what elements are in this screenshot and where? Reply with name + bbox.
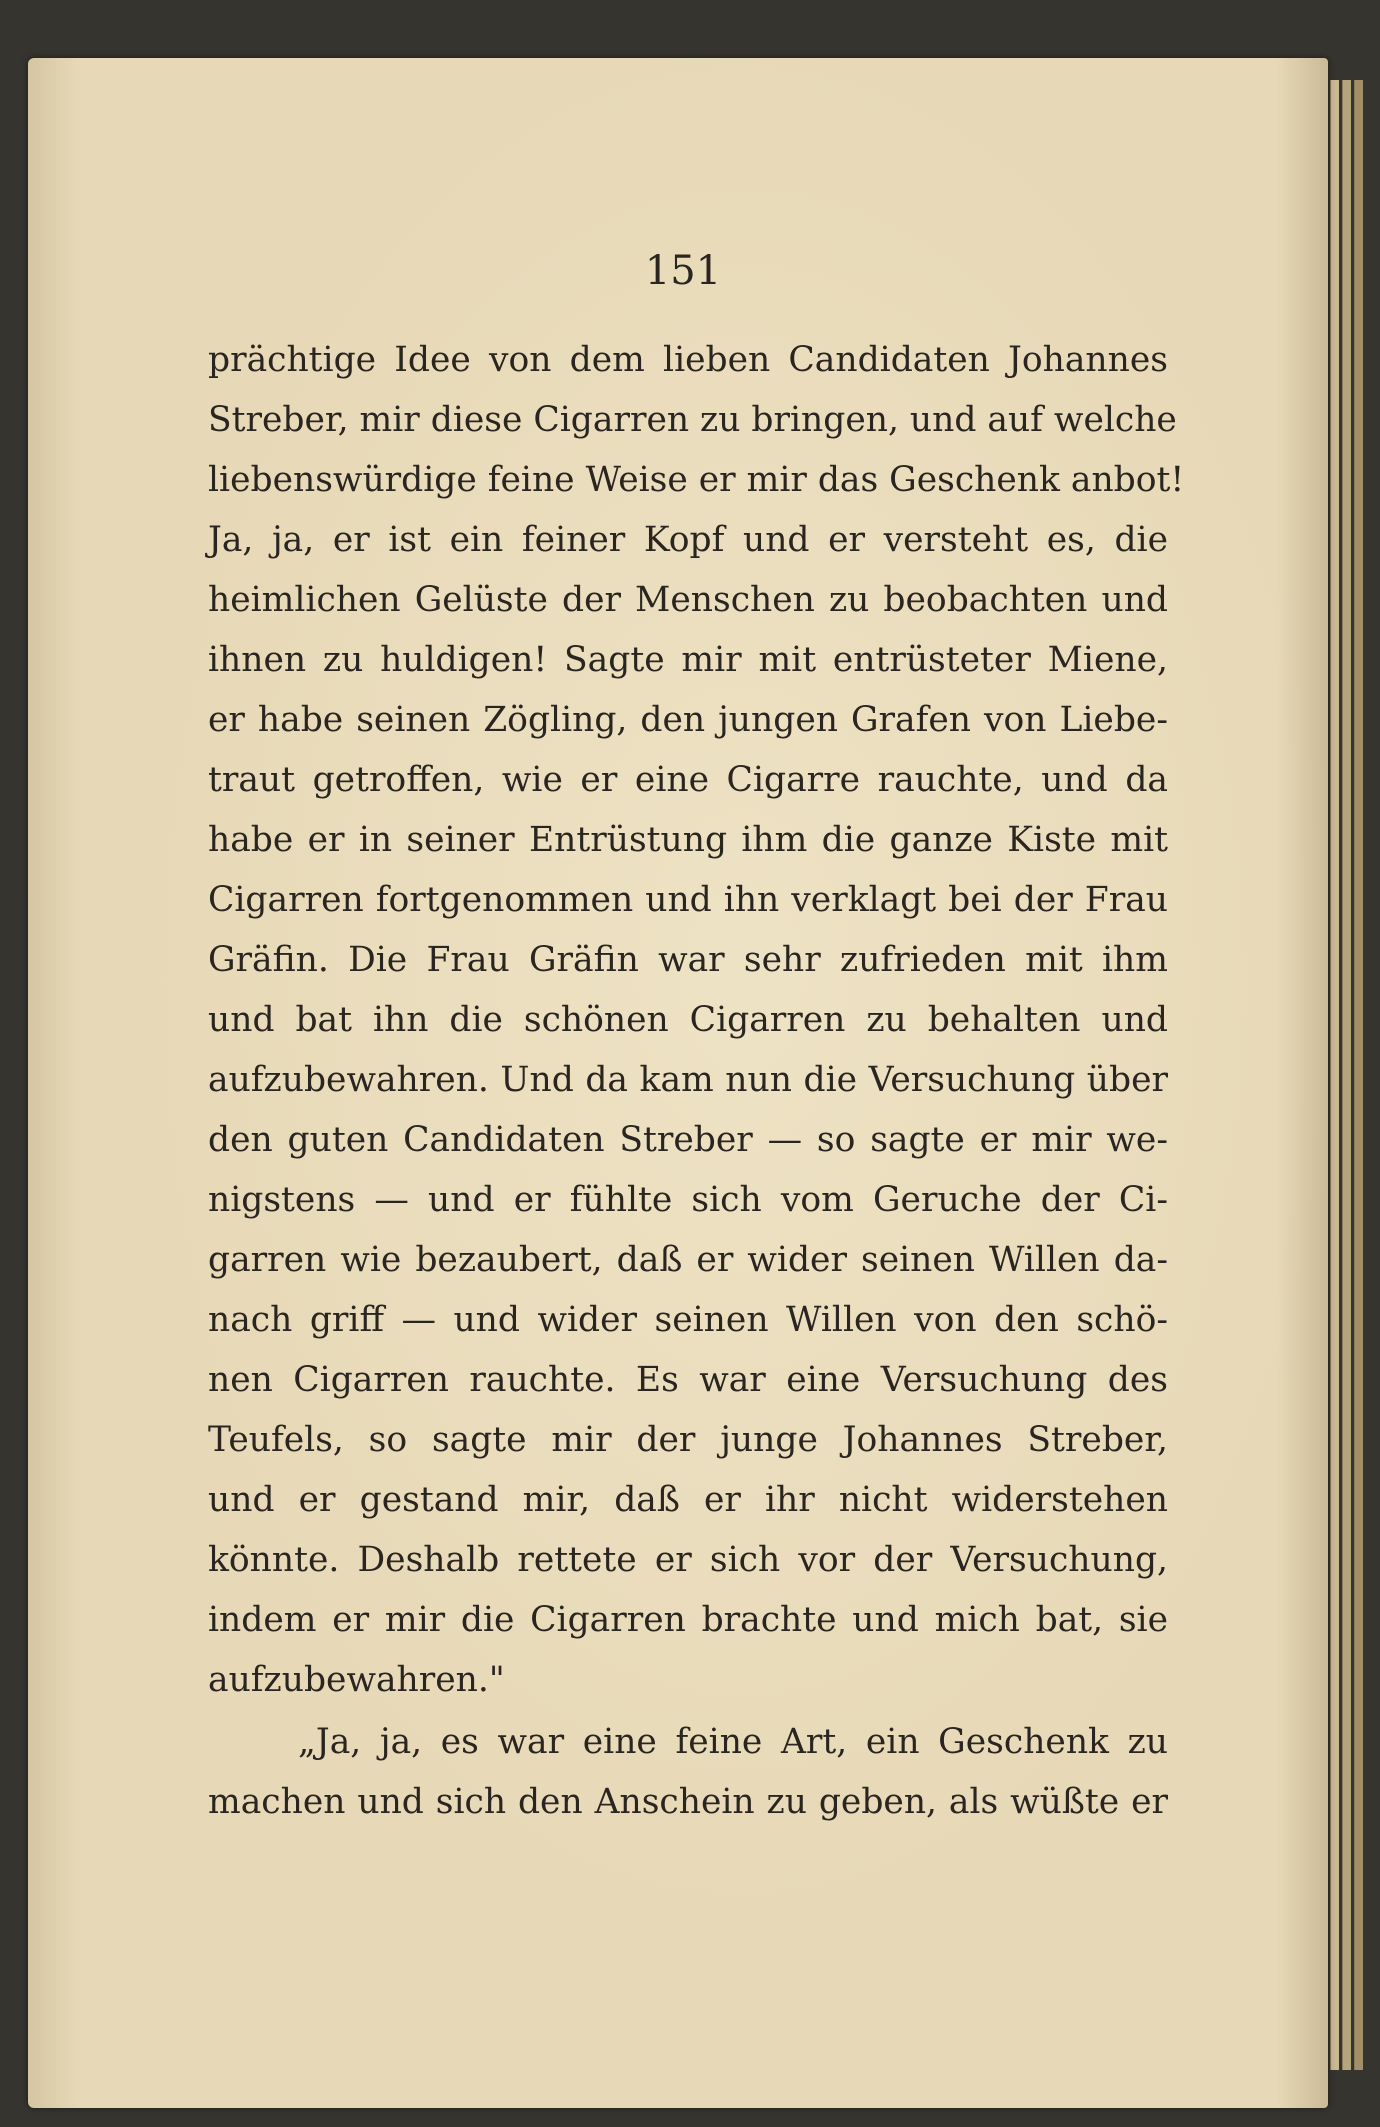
text-line: den guten Candidaten Streber — so sagte er mir we- — [208, 1120, 1168, 1160]
book-page — [28, 58, 1328, 2108]
page-edge — [1342, 80, 1351, 2070]
text-line: Gräfin. Die Frau Gräfin war sehr zufrieden mit ihm — [208, 940, 1168, 980]
text-line: ihnen zu huldigen! Sagte mir mit entrüsteter Miene, — [208, 640, 1168, 680]
text-line: aufzubewahren." — [208, 1660, 505, 1700]
page-number: 151 — [644, 248, 722, 294]
text-line: aufzubewahren. Und da kam nun die Versuchung über — [208, 1060, 1168, 1100]
text-line: Streber, mir diese Cigarren zu bringen, und auf welche — [208, 400, 1177, 440]
text-line: Ja, ja, er ist ein feiner Kopf und er versteht es, die — [208, 520, 1168, 560]
text-line: nigstens — und er fühlte sich vom Geruche der Ci- — [208, 1180, 1168, 1220]
text-line: nach griff — und wider seinen Willen von den schö- — [208, 1300, 1168, 1340]
text-line: und er gestand mir, daß er ihr nicht widerstehen — [208, 1480, 1168, 1520]
text-line: garren wie bezaubert, daß er wider seinen Willen da- — [208, 1240, 1168, 1280]
text-line: machen und sich den Anschein zu geben, als wüßte er — [208, 1782, 1168, 1822]
text-line: traut getroffen, wie er eine Cigarre rauchte, und da — [208, 760, 1168, 800]
text-line: Cigarren fortgenommen und ihn verklagt bei der Frau — [208, 880, 1168, 920]
body-text — [208, 330, 1185, 1832]
text-line: könnte. Deshalb rettete er sich vor der Versuchung, — [208, 1540, 1168, 1580]
text-line: er habe seinen Zögling, den jungen Grafen von Liebe- — [208, 700, 1168, 740]
text-line: und bat ihn die schönen Cigarren zu behalten und — [208, 1000, 1168, 1040]
text-line: heimlichen Gelüste der Menschen zu beobachten und — [208, 580, 1168, 620]
text-line: prächtige Idee von dem lieben Candidaten Johannes — [208, 340, 1168, 380]
text-line: „Ja, ja, es war eine feine Art, ein Geschenk zu — [298, 1722, 1168, 1762]
page-edge — [1354, 80, 1363, 2070]
text-line: liebenswürdige feine Weise er mir das Geschenk anbot! — [208, 460, 1185, 500]
text-line: Teufels, so sagte mir der junge Johannes Streber, — [208, 1420, 1168, 1460]
page-edge — [1330, 80, 1339, 2070]
text-line: habe er in seiner Entrüstung ihm die ganze Kiste mit — [208, 820, 1168, 860]
text-line: indem er mir die Cigarren brachte und mich bat, sie — [208, 1600, 1168, 1640]
text-line: nen Cigarren rauchte. Es war eine Versuchung des — [208, 1360, 1168, 1400]
